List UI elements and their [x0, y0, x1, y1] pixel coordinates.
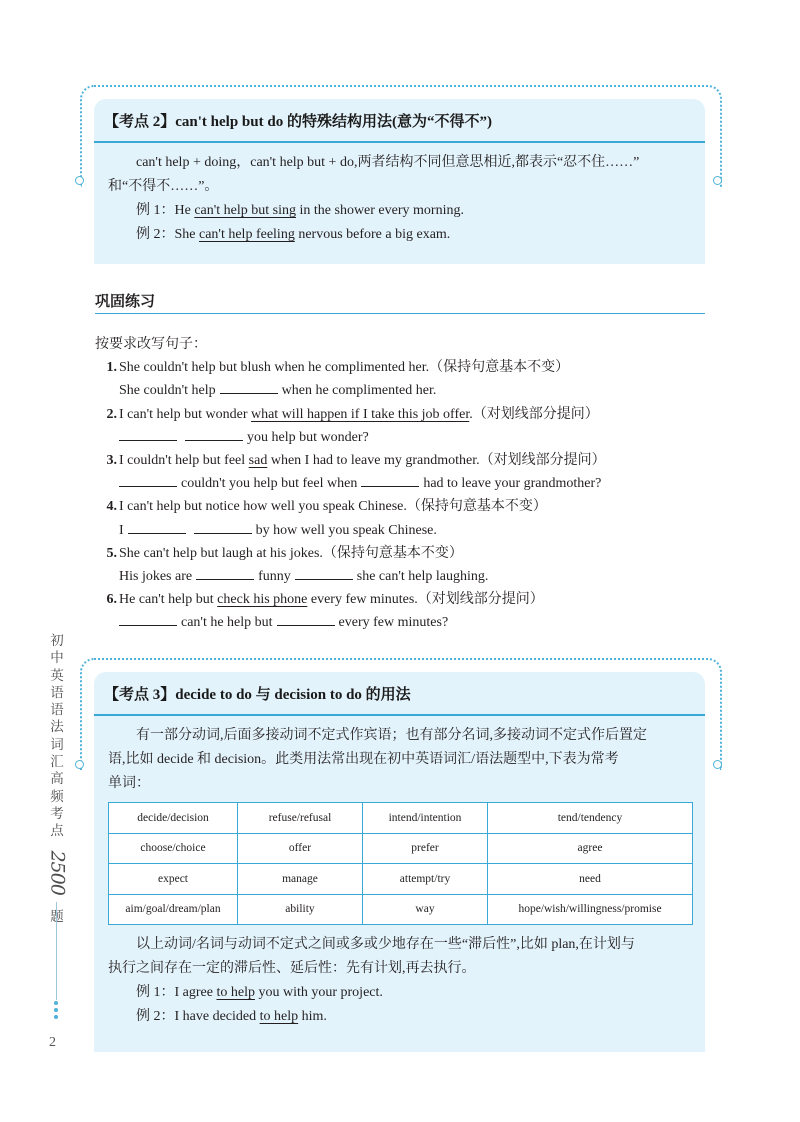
title-char: 中	[50, 650, 64, 666]
key-point-2-title: 【考点 2】can't help but do 的特殊结构用法(意为“不得不”)	[94, 99, 705, 143]
key-point-3-box	[94, 672, 705, 1052]
key-point-3-paragraph-2-line-2: 执行之间存在一定的滞后性、延后性：先有计划,再去执行。	[108, 961, 476, 976]
answer-line-6: can't he help but every few minutes?	[95, 611, 705, 634]
answer-line-4: I by how well you speak Chinese.	[95, 519, 705, 542]
table-row	[109, 894, 693, 925]
table-cell: offer	[238, 833, 363, 864]
title-char: 法	[50, 719, 64, 735]
title-char: 汇	[50, 754, 64, 770]
question-5: 5. She can't help but laugh at his jokes.（保持句意基本不变）	[106, 545, 463, 561]
answer-line-3: couldn't you help but feel when had to leave your grandmother?	[95, 472, 705, 495]
question-3: 3. I couldn't help but feel sad when I had to leave my grandmother.（对划线部分提问）	[106, 453, 606, 469]
question-6: 6. He can't help but check his phone every few minutes.（对划线部分提问）	[106, 592, 544, 608]
answer-blank[interactable]	[295, 565, 353, 580]
frame-dot-right-1	[713, 176, 722, 185]
table-cell: agree	[488, 833, 693, 864]
title-char: 语	[50, 702, 64, 718]
table-cell: aim/goal/dream/plan	[109, 894, 238, 925]
answer-blank[interactable]	[196, 565, 254, 580]
answer-blank[interactable]	[194, 519, 252, 534]
title-char: 英	[50, 667, 64, 683]
title-char: 语	[50, 684, 64, 700]
answer-line-2: you help but wonder?	[95, 426, 705, 449]
title-char: 初	[50, 633, 64, 648]
table-cell: decide/decision	[109, 803, 238, 834]
key-point-3-paragraph-1-line-2: 语,比如 decide 和 decision。此类用法常出现在初中英语词汇/语法题型中,下表为常考	[108, 752, 619, 767]
table-cell: manage	[238, 864, 363, 895]
key-point-2-body	[94, 143, 705, 257]
key-point-2-example-2: 例 2：She can't help feeling nervous before a big exam.	[136, 227, 451, 242]
table-row	[109, 803, 693, 834]
key-point-3-title: 【考点 3】decide to do 与 decision to do 的用法	[94, 672, 705, 716]
title-char: 考	[50, 805, 64, 821]
key-point-3-paragraph-2-line-1: 以上动词/名词与动词不定式之间或多或少地存在一些“滞后性”,比如 plan,在计划与	[136, 937, 635, 952]
key-point-2-paragraph-line-1: can't help + doing，can't help but + do,两者结构不同但意思相近,都表示“忍不住……”	[136, 155, 640, 170]
frame-dot-left-2	[75, 760, 84, 769]
table-cell: attempt/try	[363, 864, 488, 895]
key-point-2-box	[94, 99, 705, 264]
question-1: 1. She couldn't help but blush when he complimented her.（保持句意基本不变）	[106, 360, 570, 376]
title-char: 高	[50, 771, 64, 787]
table-cell: way	[363, 894, 488, 925]
title-char: 词	[50, 736, 64, 752]
table-cell: tend/tendency	[488, 803, 693, 834]
answer-blank[interactable]	[277, 611, 335, 626]
title-char: 频	[50, 788, 64, 804]
book-title-vertical	[46, 632, 68, 925]
frame-dot-left-1	[75, 176, 84, 185]
title-suffix: 题	[50, 908, 64, 924]
key-point-3-paragraph-1-line-1: 有一部分动词,后面多接动词不定式作宾语；也有部分名词,多接动词不定式作后置定	[136, 728, 647, 743]
answer-blank[interactable]	[185, 426, 243, 441]
table-cell: refuse/refusal	[238, 803, 363, 834]
answer-line-5: His jokes are funny she can't help laughing.	[95, 565, 705, 588]
question-4: 4. I can't help but notice how well you speak Chinese.（保持句意基本不变）	[106, 499, 547, 515]
answer-blank[interactable]	[119, 472, 177, 487]
practice-title: 巩固练习	[95, 294, 156, 310]
table-cell: hope/wish/willingness/promise	[488, 894, 693, 925]
book-number-wrap	[46, 840, 68, 908]
frame-dot-right-2	[713, 760, 722, 769]
table-cell: intend/intention	[363, 803, 488, 834]
key-point-3-body	[94, 716, 705, 1039]
key-point-3-example-2: 例 2：I have decided to help him.	[136, 1009, 327, 1024]
table-row	[109, 833, 693, 864]
page-number: 2	[49, 1035, 56, 1050]
table-row	[109, 864, 693, 895]
practice-divider	[95, 313, 705, 314]
vocabulary-table	[108, 802, 693, 925]
table-cell: prefer	[363, 833, 488, 864]
table-cell: expect	[109, 864, 238, 895]
answer-line-1: She couldn't help when he complimented her.	[95, 379, 705, 402]
key-point-2-paragraph-line-2: 和“不得不……”。	[108, 179, 219, 194]
practice-instruction: 按要求改写句子：	[95, 337, 207, 352]
answer-blank[interactable]	[119, 611, 177, 626]
book-number: 2500	[46, 850, 69, 895]
key-point-2-example-1: 例 1：He can't help but sing in the shower every morning.	[136, 203, 464, 218]
question-2: 2. I can't help but wonder what will happen if I take this job offer.（对划线部分提问）	[106, 406, 599, 422]
table-cell: choose/choice	[109, 833, 238, 864]
answer-blank[interactable]	[361, 472, 419, 487]
key-point-3-paragraph-1-line-3: 单词：	[108, 776, 150, 791]
answer-blank[interactable]	[119, 426, 177, 441]
title-char: 点	[50, 823, 64, 839]
answer-blank[interactable]	[128, 519, 186, 534]
table-cell: ability	[238, 894, 363, 925]
sidebar-rule	[56, 902, 57, 1000]
table-cell: need	[488, 864, 693, 895]
sidebar-dots	[54, 1001, 59, 1022]
answer-blank[interactable]	[220, 379, 278, 394]
practice-section	[95, 333, 705, 635]
key-point-3-example-1: 例 1：I agree to help you with your project.	[136, 985, 383, 1000]
